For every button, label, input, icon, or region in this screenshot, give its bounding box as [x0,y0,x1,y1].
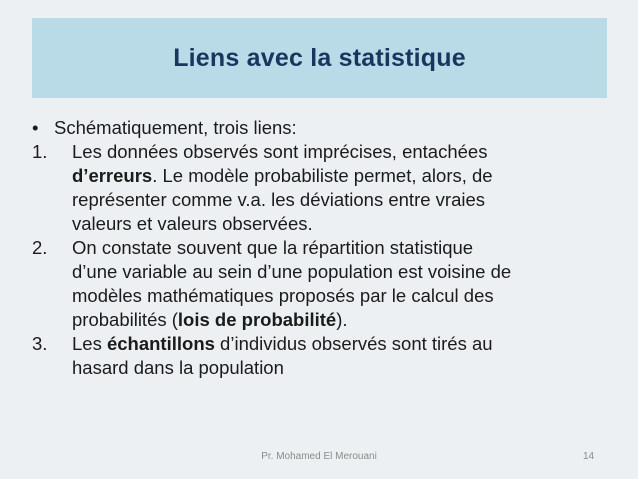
numbered-list [32,140,612,380]
footer-author: Pr. Mohamed El Merouani [261,451,377,462]
text-line [72,308,612,332]
text-segment: probabilités ( [72,309,178,330]
list-item [32,140,612,236]
title-bar [32,18,607,98]
text-segment: On constate souvent que la répartition statistique [72,237,474,258]
slide-title: Liens avec la statistique [173,43,466,72]
text-segment: ). [336,309,348,330]
text-line [72,212,612,236]
emphasized-term: d’erreurs [72,165,153,186]
text-segment: Les données observés sont imprécises, entachées [72,141,488,162]
text-segment: . Le modèle probabiliste permet, alors, de [152,165,493,186]
text-segment: d’individus observés sont tirés au [214,333,493,354]
text-line [72,356,612,380]
list-item-text [72,332,612,380]
page-number: 14 [583,451,595,462]
text-segment: valeurs et valeurs observées. [72,213,313,234]
bullet-marker: • [32,117,39,138]
slide-content [32,116,612,380]
text-segment: modèles mathématiques proposés par le calcul des [72,285,494,306]
list-item-number: 1. [32,141,48,162]
intro-bullet [32,116,612,140]
list-item-number: 3. [32,333,48,354]
text-segment: hasard dans la population [72,357,284,378]
list-item-text [72,236,612,332]
list-item-number: 2. [32,237,48,258]
text-segment: représenter comme v.a. les déviations entre vraies [72,189,486,210]
list-item [32,332,612,380]
text-line [72,260,612,284]
list-item [32,236,612,332]
emphasized-term: lois de probabilité [177,309,337,330]
text-segment: d’une variable au sein d’une population est voisine de [72,261,512,282]
text-segment: Les [72,333,107,354]
text-line [72,164,612,188]
emphasized-term: échantillons [106,333,215,354]
text-line [72,332,612,356]
list-item-text [72,140,612,236]
text-line [72,140,612,164]
text-line [72,236,612,260]
text-line [72,188,612,212]
text-line [72,284,612,308]
intro-text: Schématiquement, trois liens: [54,117,297,138]
